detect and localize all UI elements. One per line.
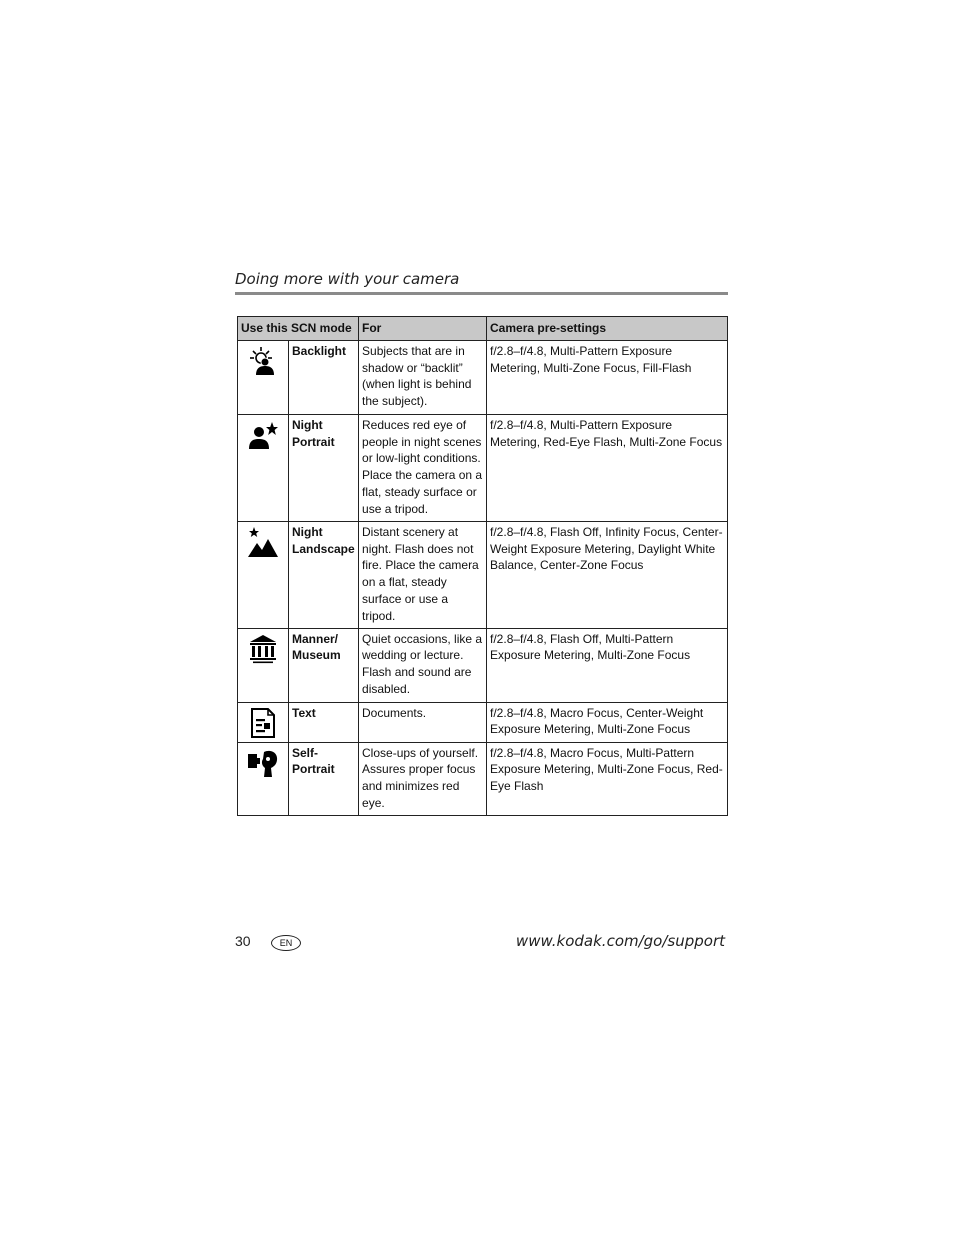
column-header-for: For (359, 317, 487, 341)
night-portrait-icon (247, 419, 279, 451)
support-url[interactable]: www.kodak.com/go/support (515, 932, 725, 950)
mode-description: Close-ups of yourself. Assures proper focus and minimizes red eye. (359, 742, 487, 815)
page-number: 30 (235, 933, 251, 949)
mode-name: Text (289, 702, 359, 742)
mode-settings: f/2.8–f/4.8, Macro Focus, Multi-Pattern Exposure Metering, Multi-Zone Focus, Red-Eye Flash (487, 742, 728, 815)
mode-name: Manner/ Museum (289, 628, 359, 702)
mode-description: Distant scenery at night. Flash does not fire. Place the camera on a flat, steady surface or use a tripod. (359, 521, 487, 628)
scn-mode-table (237, 316, 728, 816)
column-header-mode: Use this SCN mode (238, 317, 359, 341)
mode-name: Night Landscape (289, 521, 359, 628)
mode-settings: f/2.8–f/4.8, Flash Off, Multi-Pattern Exposure Metering, Multi-Zone Focus (487, 628, 728, 702)
mode-name: Backlight (289, 340, 359, 414)
mode-settings: f/2.8–f/4.8, Multi-Pattern Exposure Metering, Red-Eye Flash, Multi-Zone Focus (487, 414, 728, 521)
mode-settings: f/2.8–f/4.8, Multi-Pattern Exposure Metering, Multi-Zone Focus, Fill-Flash (487, 340, 728, 414)
table-header-row (238, 317, 728, 341)
language-badge: EN (271, 935, 301, 951)
table-row (238, 742, 728, 815)
page-header-title: Doing more with your camera (235, 270, 460, 288)
manner-museum-icon (247, 633, 279, 665)
table-row (238, 521, 728, 628)
table-row (238, 340, 728, 414)
mode-description: Quiet occasions, like a wedding or lecture. Flash and sound are disabled. (359, 628, 487, 702)
mode-name: Night Portrait (289, 414, 359, 521)
mode-description: Documents. (359, 702, 487, 742)
mode-name: Self-Portrait (289, 742, 359, 815)
column-header-settings: Camera pre-settings (487, 317, 728, 341)
backlight-icon (247, 345, 279, 377)
night-landscape-icon (247, 526, 279, 558)
table-row (238, 414, 728, 521)
table-row (238, 702, 728, 742)
mode-description: Subjects that are in shadow or “backlit” (when light is behind the subject). (359, 340, 487, 414)
mode-settings: f/2.8–f/4.8, Flash Off, Infinity Focus, Center-Weight Exposure Metering, Daylight White Balance, Center-Zone Focus (487, 521, 728, 628)
mode-settings: f/2.8–f/4.8, Macro Focus, Center-Weight Exposure Metering, Multi-Zone Focus (487, 702, 728, 742)
self-portrait-icon (247, 747, 279, 779)
table-row (238, 628, 728, 702)
mode-description: Reduces red eye of people in night scenes or low-light conditions. Place the camera on a flat, steady surface or use a tripod. (359, 414, 487, 521)
text-document-icon (247, 707, 279, 739)
header-rule (235, 292, 728, 295)
